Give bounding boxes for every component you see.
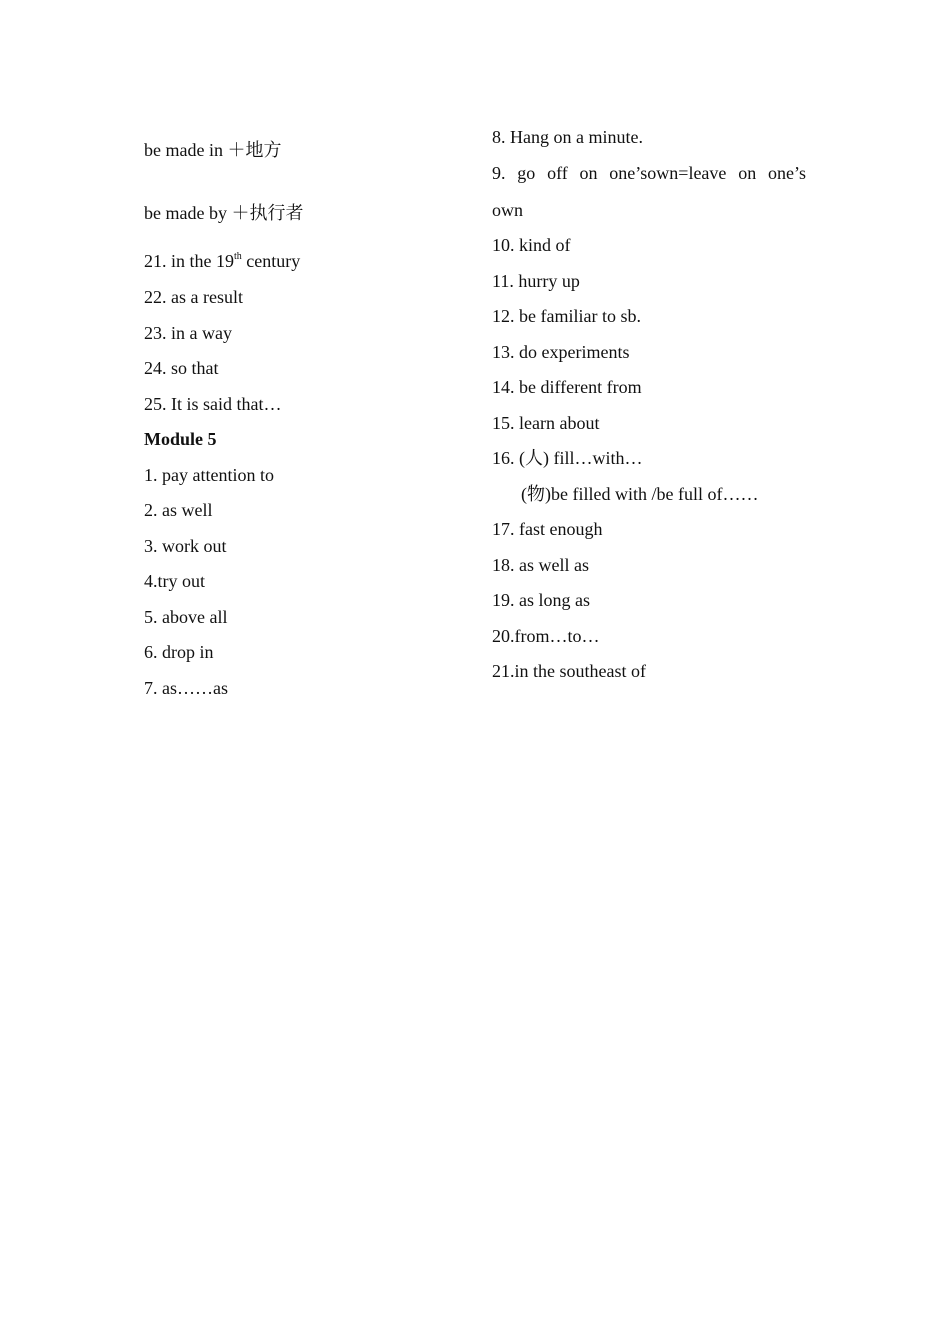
phrase-item-21 — [144, 250, 300, 272]
module5-item-2: 2. as well — [144, 500, 213, 520]
item9-word: on — [738, 163, 757, 183]
phrase-item-16-sub: (物)be filled with /be full of…… — [521, 484, 759, 504]
module5-item-7: 7. as……as — [144, 678, 228, 698]
phrase-item-23: 23. in a way — [144, 323, 232, 343]
item9-word: go — [517, 163, 536, 183]
phrase-item-16: 16. (人) fill…with… — [492, 448, 643, 468]
phrase-item-17: 17. fast enough — [492, 519, 603, 539]
phrase-item-12: 12. be familiar to sb. — [492, 306, 641, 326]
phrase-item-9 — [492, 162, 806, 184]
ordinal-suffix: th — [234, 251, 242, 262]
module-heading: Module 5 — [144, 429, 217, 449]
phrase-item-13: 13. do experiments — [492, 342, 630, 362]
phrase-item-11: 11. hurry up — [492, 271, 580, 291]
module5-item-4: 4.try out — [144, 571, 205, 591]
module5-item-1: 1. pay attention to — [144, 465, 274, 485]
phrase-item-21-suffix: century — [241, 251, 301, 271]
phrase-item-19: 19. as long as — [492, 590, 590, 610]
item9-word: off — [547, 163, 568, 183]
phrase-item-15: 15. learn about — [492, 413, 600, 433]
phrase-item-10: 10. kind of — [492, 235, 571, 255]
item9-word: one’s — [767, 163, 806, 183]
phrase-item-14: 14. be different from — [492, 377, 642, 397]
phrase-item-21-right: 21.in the southeast of — [492, 661, 646, 681]
module5-item-3: 3. work out — [144, 536, 227, 556]
phrase-made-by: be made by ＋执行者 — [144, 203, 304, 223]
item9-word: on — [579, 163, 598, 183]
phrase-item-8: 8. Hang on a minute. — [492, 127, 643, 147]
phrase-item-22: 22. as a result — [144, 287, 243, 307]
item9-word: one’sown=leave — [609, 163, 727, 183]
item9-word: 9. — [492, 163, 506, 183]
phrase-made-in: be made in ＋地方 — [144, 140, 282, 160]
phrase-item-21-prefix: 21. in the 19 — [144, 251, 234, 271]
module5-item-5: 5. above all — [144, 607, 228, 627]
module5-item-6: 6. drop in — [144, 642, 214, 662]
phrase-item-18: 18. as well as — [492, 555, 589, 575]
phrase-item-24: 24. so that — [144, 358, 219, 378]
phrase-item-20: 20.from…to… — [492, 626, 600, 646]
phrase-item-25: 25. It is said that… — [144, 394, 282, 414]
phrase-item-9-continued: own — [492, 200, 523, 220]
